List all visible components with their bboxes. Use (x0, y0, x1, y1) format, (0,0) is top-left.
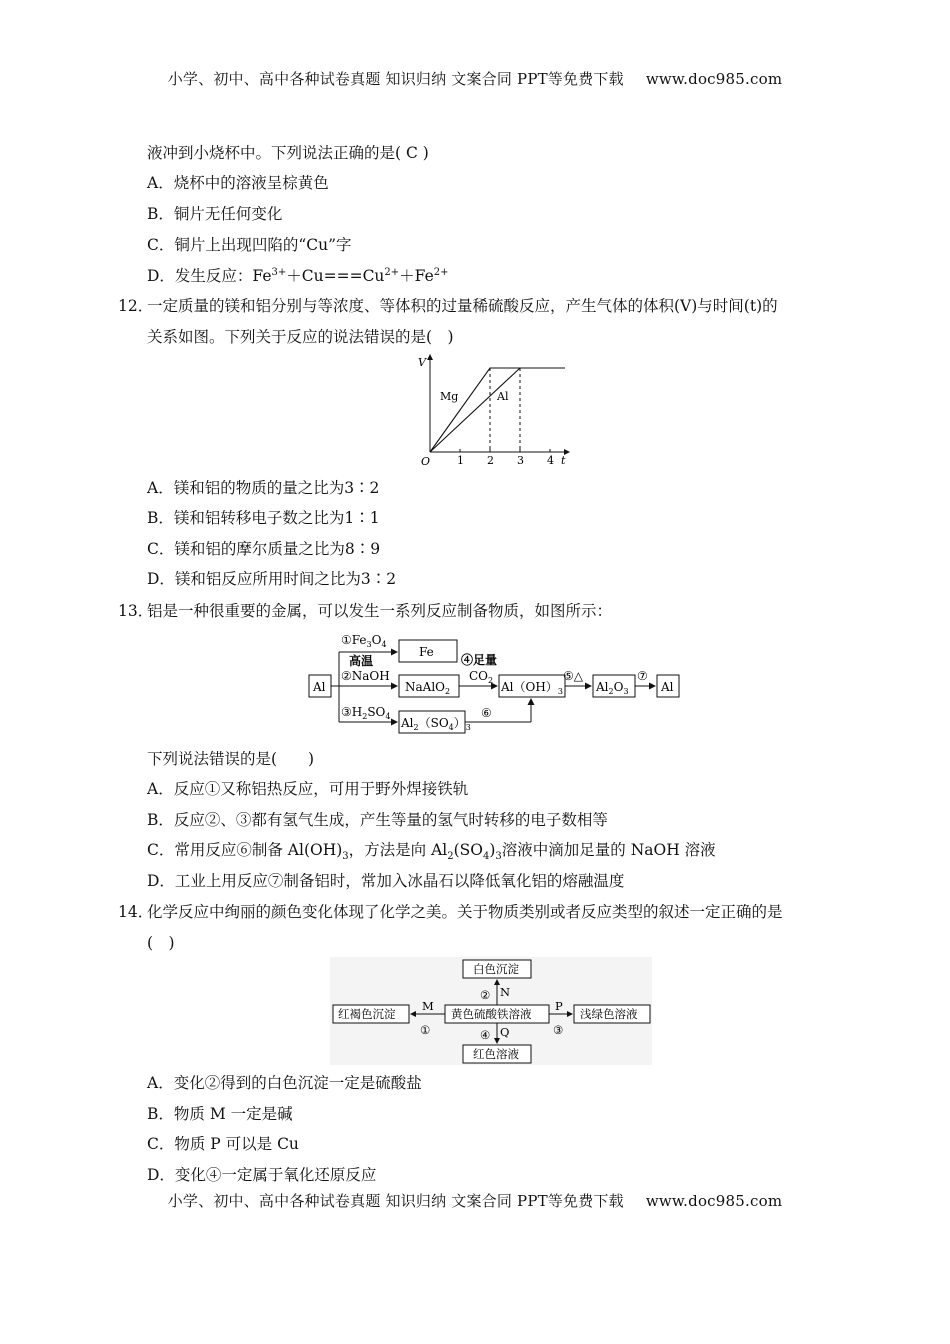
label-n: N (500, 985, 511, 999)
q11-option-c: C．铜片上出现凹陷的“Cu”字 (147, 236, 352, 254)
page-header (0, 68, 950, 89)
q11-option-d (147, 265, 449, 287)
q13-ask: 下列说法错误的是( ) (147, 750, 315, 768)
center-label: 黄色硫酸铁溶液 (451, 1007, 532, 1021)
q11-d-mid2: ＋Fe (399, 267, 434, 285)
al2so43-label: $Al_2(SO_4)_3$ (401, 716, 471, 732)
q13-stem: 铝是一种很重要的金属，可以发生一系列反应制备物质，如图所示： (147, 602, 613, 620)
q13-c-mid: ，方法是向 Al (348, 841, 448, 859)
q12-line1: 一定质量的镁和铝分别与等浓度、等体积的过量稀硫酸反应，产生气体的体积(V)与时间(t)的 (147, 297, 778, 315)
q11-d-mid1: ＋Cu===Cu (286, 267, 385, 285)
co2-label: $CO_2$ (469, 669, 494, 685)
bottom-label: 红色溶液 (473, 1047, 519, 1061)
q13-option-b: B．反应②、③都有氢气生成，产生等量的氢气时转移的电子数相等 (147, 811, 608, 829)
q14-option-d: D．变化④一定属于氧化还原反应 (147, 1166, 377, 1184)
aloh3-label: $Al(OH)_3$ (501, 680, 563, 696)
q14-line1: 化学反应中绚丽的颜色变化体现了化学之美。关于物质类别或者反应类型的叙述一定正确的是 (147, 903, 783, 921)
al2o3-label: $Al_2O_3$ (596, 680, 629, 696)
label-m: M (422, 999, 434, 1013)
q13-c-post: 溶液中滴加足量的 NaOH 溶液 (501, 841, 716, 859)
al-start-label: Al (313, 680, 326, 694)
q12-number: 12． (118, 297, 154, 315)
q12-line2: 关系如图。下列关于反应的说法错误的是( ) (147, 328, 454, 346)
series-line-al (430, 368, 565, 452)
q13-number: 13． (118, 602, 154, 620)
r5-label: ⑤△ (563, 669, 583, 683)
q13-option-d: D．工业上用反应⑦制备铝时，常加入冰晶石以降低氧化铝的熔融温度 (147, 872, 625, 890)
q14-line2: ( ) (147, 934, 175, 952)
x-tick-label-1: 1 (457, 454, 464, 467)
q13-c-mid2: (SO (453, 841, 483, 859)
q14-option-a: A．变化②得到的白色沉淀一定是硫酸盐 (147, 1074, 422, 1092)
q11-option-a: A．烧杯中的溶液呈棕黄色 (147, 174, 329, 192)
left-label: 红褐色沉淀 (338, 1007, 396, 1021)
q12-option-d: D．镁和铝反应所用时间之比为3∶2 (147, 570, 397, 588)
q13-c-sub4: 3 (495, 851, 502, 863)
naalo2-label: NaAlO$_2$ (405, 680, 451, 696)
graph-origin: O (421, 455, 431, 468)
x-tick-label-2: 2 (487, 454, 494, 467)
q13-c-sub3: 4 (482, 851, 490, 863)
label-c2: ② (480, 988, 491, 1002)
footer-site: www.doc985.com (645, 1192, 783, 1210)
header-site: www.doc985.com (645, 70, 783, 88)
page-footer (0, 1190, 950, 1211)
q11-d-sup1: 3+ (271, 266, 287, 278)
series-line-mg (430, 368, 565, 452)
q14-option-c: C．物质 P 可以是 Cu (147, 1135, 299, 1153)
q11-d-prefix: D．发生反应：Fe (147, 267, 272, 285)
r2-label: ②NaOH (341, 669, 390, 683)
q13-c-sub2: 2 (447, 851, 454, 863)
label-p: P (555, 999, 563, 1013)
x-tick-label-4: 4 (547, 454, 554, 467)
label-c1: ① (420, 1023, 431, 1037)
graph-mg-label: Mg (440, 390, 459, 403)
y-axis-arrow (427, 354, 433, 360)
graph-y-label: V (418, 356, 426, 369)
footer-text: 小学、初中、高中各种试卷真题 知识归纳 文案合同 PPT等免费下载 (167, 1192, 624, 1210)
q12-option-c: C．镁和铝的摩尔质量之比为8∶9 (147, 540, 381, 558)
q14-option-b: B．物质 M 一定是碱 (147, 1105, 293, 1123)
graph-x-label: t (561, 454, 566, 467)
q12-graph (412, 352, 572, 470)
r6-label: ⑥ (481, 706, 492, 720)
q11-stem-tail: 液冲到小烧杯中。下列说法正确的是( C ) (147, 144, 429, 162)
graph-al-label: Al (497, 390, 509, 403)
label-q: Q (500, 1025, 510, 1039)
q11-option-b: B．铜片无任何变化 (147, 205, 283, 223)
r3-label: $③H_2SO_4$ (341, 705, 391, 721)
right-label: 浅绿色溶液 (580, 1007, 638, 1021)
r7-label: ⑦ (637, 669, 648, 683)
q13-diagram (305, 630, 685, 738)
q13-c-pre: C．常用反应⑥制备 Al(OH) (147, 841, 343, 859)
fe-label: Fe (419, 645, 434, 659)
r1-label: $①Fe_3O_4$ (341, 633, 387, 649)
q11-d-sup2: 2+ (384, 266, 400, 278)
x-tick-label-3: 3 (517, 454, 524, 467)
high-temp-label: 高温 (349, 654, 374, 668)
q13-c-sub1: 3 (342, 851, 349, 863)
label-c3: ③ (553, 1023, 564, 1037)
header-text: 小学、初中、高中各种试卷真题 知识归纳 文案合同 PPT等免费下载 (167, 70, 624, 88)
label-c4: ④ (480, 1028, 491, 1042)
al-end-label: Al (661, 680, 674, 694)
q13-option-c (147, 839, 716, 861)
q13-c-mid3: ) (489, 841, 496, 859)
q13-option-a: A．反应①又称铝热反应，可用于野外焊接铁轨 (147, 780, 469, 798)
q14-number: 14． (118, 903, 154, 921)
r4-label: ④足量 (461, 653, 498, 667)
q12-option-a: A．镁和铝的物质的量之比为3∶2 (147, 479, 380, 497)
q12-option-b: B．镁和铝转移电子数之比为1∶1 (147, 509, 380, 527)
q11-d-sup3: 2+ (433, 266, 449, 278)
top-label: 白色沉淀 (473, 962, 519, 976)
q14-diagram (330, 957, 652, 1065)
